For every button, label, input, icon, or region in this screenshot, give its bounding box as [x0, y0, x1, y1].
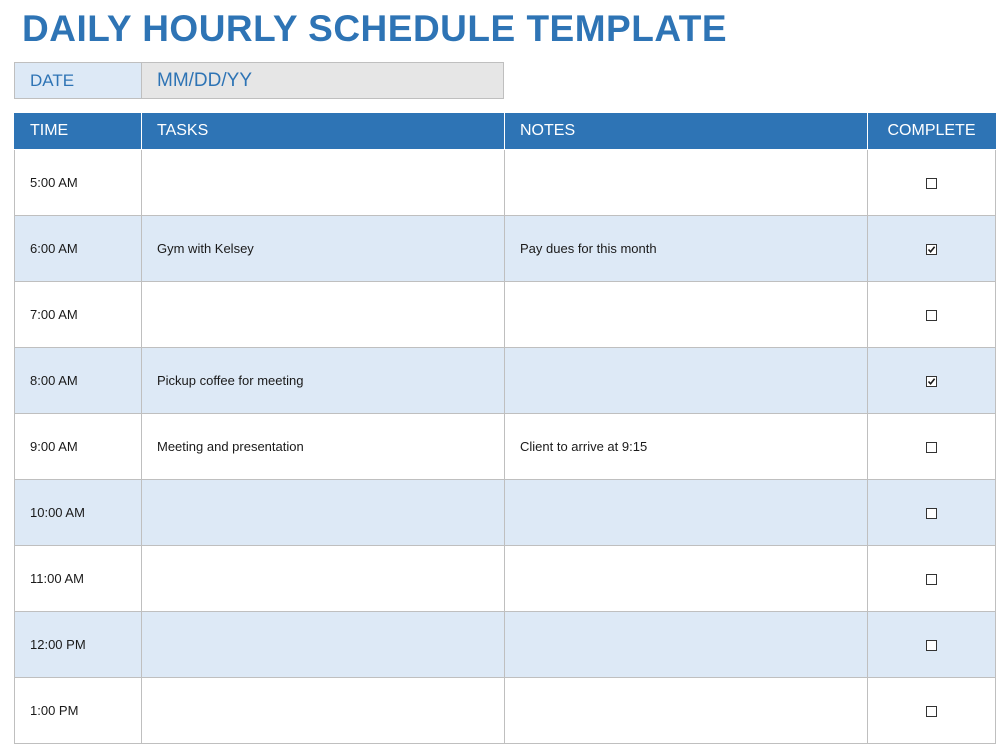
table-row — [15, 413, 996, 479]
complete-cell — [868, 479, 996, 545]
time-cell: 1:00 PM — [15, 677, 142, 743]
column-header-tasks: TASKS — [142, 113, 505, 149]
table-row — [15, 479, 996, 545]
complete-checkbox[interactable] — [926, 442, 937, 453]
table-row — [15, 149, 996, 215]
table-row — [15, 677, 996, 743]
date-input[interactable]: MM/DD/YY — [142, 63, 503, 98]
complete-checkbox[interactable] — [926, 244, 937, 255]
complete-checkbox[interactable] — [926, 508, 937, 519]
date-label: DATE — [15, 63, 142, 98]
complete-cell — [868, 611, 996, 677]
schedule-body — [15, 149, 996, 743]
note-cell[interactable] — [505, 149, 868, 215]
page-title: DAILY HOURLY SCHEDULE TEMPLATE — [22, 8, 728, 49]
task-cell[interactable] — [142, 479, 505, 545]
time-cell: 12:00 PM — [15, 611, 142, 677]
column-header-notes: NOTES — [505, 113, 868, 149]
column-header-complete: COMPLETE — [868, 113, 996, 149]
note-cell[interactable] — [505, 347, 868, 413]
note-cell[interactable] — [505, 545, 868, 611]
schedule-table — [14, 113, 996, 744]
time-cell: 8:00 AM — [15, 347, 142, 413]
task-cell[interactable]: Pickup coffee for meeting — [142, 347, 505, 413]
task-cell[interactable]: Gym with Kelsey — [142, 215, 505, 281]
time-cell: 5:00 AM — [15, 149, 142, 215]
complete-cell — [868, 413, 996, 479]
column-header-time: TIME — [15, 113, 142, 149]
date-field-group — [14, 62, 504, 99]
note-cell[interactable] — [505, 611, 868, 677]
complete-cell — [868, 677, 996, 743]
complete-checkbox[interactable] — [926, 640, 937, 651]
time-cell: 11:00 AM — [15, 545, 142, 611]
task-cell[interactable] — [142, 149, 505, 215]
complete-cell — [868, 545, 996, 611]
complete-cell — [868, 149, 996, 215]
task-cell[interactable]: Meeting and presentation — [142, 413, 505, 479]
checkmark-icon — [927, 245, 936, 254]
time-cell: 7:00 AM — [15, 281, 142, 347]
table-row — [15, 281, 996, 347]
time-cell: 9:00 AM — [15, 413, 142, 479]
note-cell[interactable] — [505, 281, 868, 347]
note-cell[interactable]: Pay dues for this month — [505, 215, 868, 281]
task-cell[interactable] — [142, 545, 505, 611]
complete-cell — [868, 215, 996, 281]
table-row — [15, 215, 996, 281]
note-cell[interactable] — [505, 677, 868, 743]
time-cell: 6:00 AM — [15, 215, 142, 281]
complete-checkbox[interactable] — [926, 706, 937, 717]
note-cell[interactable]: Client to arrive at 9:15 — [505, 413, 868, 479]
complete-cell — [868, 281, 996, 347]
task-cell[interactable] — [142, 677, 505, 743]
complete-cell — [868, 347, 996, 413]
table-row — [15, 347, 996, 413]
complete-checkbox[interactable] — [926, 376, 937, 387]
task-cell[interactable] — [142, 611, 505, 677]
table-header-row — [15, 113, 996, 149]
task-cell[interactable] — [142, 281, 505, 347]
complete-checkbox[interactable] — [926, 178, 937, 189]
table-row — [15, 611, 996, 677]
time-cell: 10:00 AM — [15, 479, 142, 545]
checkmark-icon — [927, 377, 936, 386]
complete-checkbox[interactable] — [926, 310, 937, 321]
table-row — [15, 545, 996, 611]
complete-checkbox[interactable] — [926, 574, 937, 585]
note-cell[interactable] — [505, 479, 868, 545]
